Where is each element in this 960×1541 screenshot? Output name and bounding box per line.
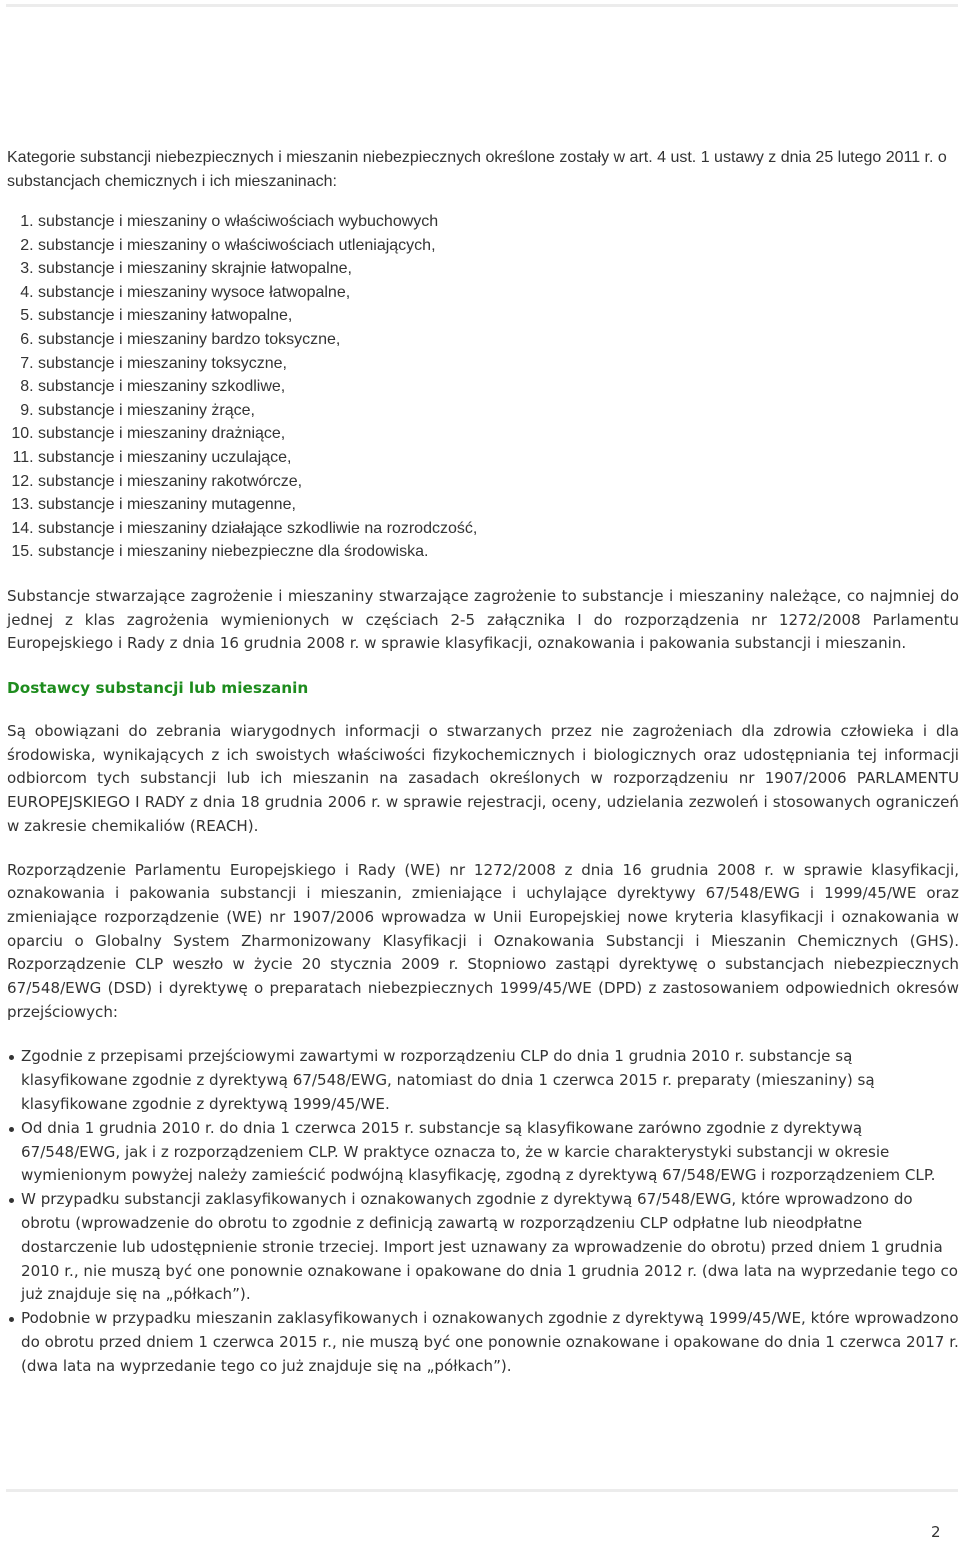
clp-regulation-paragraph: Rozporządzenie Parlamentu Europejskiego i Rady (WE) nr 1272/2008 z dnia 16 grudnia 2008 r. w sprawie klasyfikacji, oznakowania i pakowania substancji i mieszanin, zmieniające i uchylające dyrektywy 67/548/EWG i 1999/45/WE oraz zmieniające rozporządzenie (WE) nr 1907/2006 wprowadza w Unii Europejskiej nowe kryteria klasyfikacji i oznakowania w oparciu o Globalny System Zharmonizowany Klasyfikacji i Oznakowania Substancji i Mieszanin Chemicznych (GHS). Rozporządzenie CLP weszło w życie 20 stycznia 2009 r. Stopniowo zastąpi dyrektywę o substancjach niebezpiecznych 67/548/EWG (DSD) i dyrektywę o preparatach niebezpiecznych 1999/45/WE (DPD) z zastosowaniem odpowiednich okresów przejściowych: (7, 860, 959, 1021)
list-item: 11. substancje i mieszaniny uczulające, (38, 446, 959, 470)
list-item: 10. substancje i mieszaniny drażniące, (38, 422, 959, 446)
list-item: Zgodnie z przepisami przejściowymi zawartymi w rozporządzeniu CLP do dnia 1 grudnia 2010 r. substancje są klasyfikowane zgodnie z dyrektywą 67/548/EWG, natomiast do dnia 1 czerwca 2015 r. preparaty (mieszaniny) są klasyfikowane zgodnie z dyrektywą 1999/45/WE. (21, 1045, 959, 1116)
section-heading: Dostawcy substancji lub mieszanin (7, 679, 309, 698)
list-item: Od dnia 1 grudnia 2010 r. do dnia 1 czerwca 2015 r. substancje są klasyfikowane zarówno zgodnie z dyrektywą 67/548/EWG, jak i z rozporządzeniem CLP. W praktyce oznacza to, że w karcie charakterystyki substancji w okresie wymienionym powyżej należy zamieścić podwójną klasyfikację, zgodną z dyrektywą 67/548/EWG i rozporządzeniem CLP. (21, 1117, 959, 1188)
list-item: 6. substancje i mieszaniny bardzo toksyczne, (38, 328, 959, 352)
document-body (7, 146, 959, 1379)
list-item: 2. substancje i mieszaniny o właściwościach utleniających, (38, 234, 959, 258)
list-item: 13. substancje i mieszaniny mutagenne, (38, 493, 959, 517)
hazard-definition-paragraph: Substancje stwarzające zagrożenie i mieszaniny stwarzające zagrożenie to substancje i mieszaniny należące, co najmniej do jednej z klas zagrożenia wymienionych w częściach 2-5 załącznika I do rozporządzenia nr 1272/2008 Parlamentu Europejskiego i Rady z dnia 16 grudnia 2008 r. w sprawie klasyfikacji, oznakowania i pakowania substancji i mieszanin. (7, 586, 959, 653)
list-item: 12. substancje i mieszaniny rakotwórcze, (38, 470, 959, 494)
list-item: 9. substancje i mieszaniny żrące, (38, 399, 959, 423)
list-item: 4. substancje i mieszaniny wysoce łatwopalne, (38, 281, 959, 305)
supplier-obligations-paragraph: Są obowiązani do zebrania wiarygodnych informacji o stwarzanych przez nie zagrożeniach dla zdrowia człowieka i dla środowiska, wynikających z ich swoistych właściwości fizykochemicznych i biologicznych oraz udostępniania tej informacji odbiorcom tych substancji lub ich mieszanin na zasadach określonych w rozporządzeniu nr 1907/2006 PARLAMENTU EUROPEJSKIEGO I RADY z dnia 18 grudnia 2006 r. w sprawie rejestracji, oceny, udzielania zezwoleń i stosowanych ograniczeń w zakresie chemikaliów (REACH). (7, 722, 959, 835)
bottom-divider (6, 1489, 958, 1492)
page-number: 2 (931, 1523, 941, 1541)
list-item: 7. substancje i mieszaniny toksyczne, (38, 352, 959, 376)
list-item: 1. substancje i mieszaniny o właściwościach wybuchowych (38, 210, 959, 234)
transition-periods-list (7, 1045, 959, 1378)
top-divider (6, 4, 958, 7)
list-item: 8. substancje i mieszaniny szkodliwe, (38, 375, 959, 399)
list-item: W przypadku substancji zaklasyfikowanych i oznakowanych zgodnie z dyrektywą 67/548/EWG, które wprowadzono do obrotu (wprowadzenie do obrotu to zgodnie z definicją zawartą w rozporządzeniu CLP odpłatne lub nieodpłatne dostarczenie lub udostępnienie stronie trzeciej. Import jest uznawany za wprowadzenie do obrotu) przed dniem 1 grudnia 2010 r., nie muszą być one ponownie oznakowane i opakowane do dnia 1 grudnia 2012 r. (dwa lata na wyprzedanie tego co już znajduje się na „półkach”). (21, 1188, 959, 1307)
list-item: 5. substancje i mieszaniny łatwopalne, (38, 304, 959, 328)
list-item: 15. substancje i mieszaniny niebezpieczne dla środowiska. (38, 540, 959, 564)
intro-paragraph: Kategorie substancji niebezpiecznych i mieszanin niebezpiecznych określone zostały w art. 4 ust. 1 ustawy z dnia 25 lutego 2011 r. o substancjach chemicznych i ich mieszaninach: (7, 149, 947, 190)
list-item: Podobnie w przypadku mieszanin zaklasyfikowanych i oznakowanych zgodnie z dyrektywą 1999/45/WE, które wprowadzono do obrotu przed dniem 1 czerwca 2015 r., nie muszą być one ponownie oznakowane i opakowane do dnia 1 czerwca 2017 r. (dwa lata na wyprzedanie tego co już znajduje się na „półkach”). (21, 1307, 959, 1378)
list-item: 3. substancje i mieszaniny skrajnie łatwopalne, (38, 257, 959, 281)
hazard-category-list (7, 210, 959, 564)
list-item: 14. substancje i mieszaniny działające szkodliwie na rozrodczość, (38, 517, 959, 541)
